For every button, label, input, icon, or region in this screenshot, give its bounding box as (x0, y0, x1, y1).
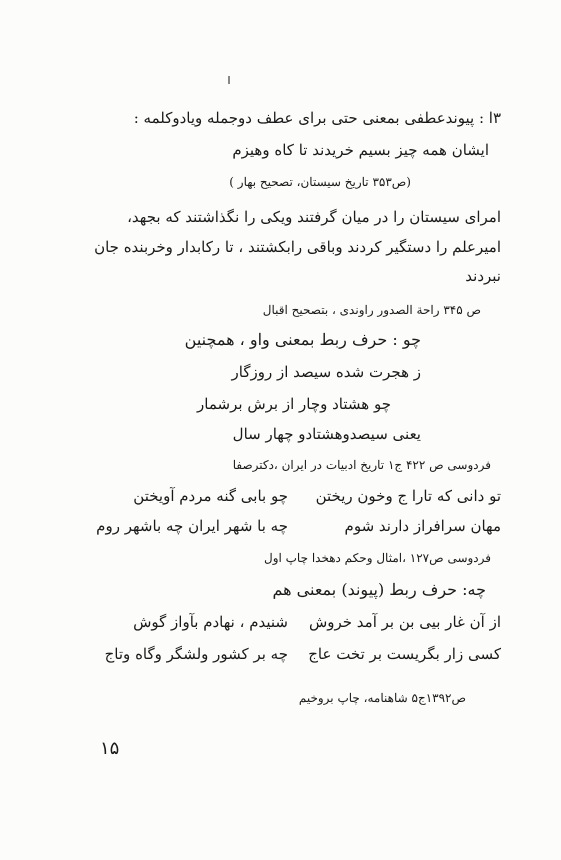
couplet-3-left: شنیدم ، نهادم بآواز گوش (133, 613, 288, 631)
paragraph-line-1: امرای سیستان را در میان گرفتند ویکی را نگذاشتند که بجهد، (127, 208, 501, 226)
couplet-1-left: چو بابی گنه مردم آویختن (133, 487, 288, 505)
couplet-2-right: مهان سرافراز دارند شوم (344, 517, 501, 535)
cho-meaning: یعنی سیصدوهشتادو چهار سال (232, 425, 421, 443)
cho-source: فردوسی ص ۴۲۲ ج۱ تاریخ ادبیات در ایران ،دکترصفا (232, 458, 491, 472)
couplet-4-right: کسی زار بگریست بر تخت عاج (308, 645, 501, 663)
source-2: فردوسی ص۱۲۷ ،امثال وحکم دهخدا چاپ اول (263, 551, 491, 565)
couplet-3-right: از آن غار بیی بن بر آمد خروش (308, 613, 501, 631)
paragraph-source: ص ۳۴۵ راحة الصدور راوندی ، بتصحیح اقبال (262, 303, 481, 317)
couplet-4-left: چه بر کشور ولشگر وگاه وتاج (104, 645, 288, 663)
che-heading: چه: حرف ربط (پیوند) بمعنی هم (272, 580, 486, 599)
page-number: ۱۵ (100, 738, 120, 759)
cho-verse-1: ز هجرت شده سیصد از روزگار (231, 363, 421, 381)
source-3: ص۱۳۹۲ج۵ شاهنامه، چاپ بروخیم (298, 691, 466, 705)
section-3-source: (ص۳۵۳ تاریخ سیستان، تصحیح بهار ) (229, 175, 411, 189)
section-3-example: ایشان همه چیز بسیم خریدند تا کاه وهیزم (232, 141, 489, 159)
page-mark (228, 76, 230, 84)
paragraph-line-3: نبردند (465, 267, 501, 285)
couplet-2-left: چه با شهر ایران چه باشهر روم (96, 517, 288, 535)
section-3-heading: ۳ا : پیوندعطفی بمعنی حتی برای عطف دوجمله ویادوکلمه : (133, 109, 501, 127)
couplet-1-right: تو دانی که تارا ج وخون ریختن (315, 487, 501, 505)
paragraph-line-2: امیرعلم را دستگیر کردند وباقی رابکشتند ، تا رکابدار وخربنده جان (94, 238, 501, 256)
cho-heading: چو : حرف ربط بمعنی واو ، همچنین (184, 330, 421, 349)
cho-verse-2: چو هشتاد وچار از برش برشمار (197, 395, 391, 413)
